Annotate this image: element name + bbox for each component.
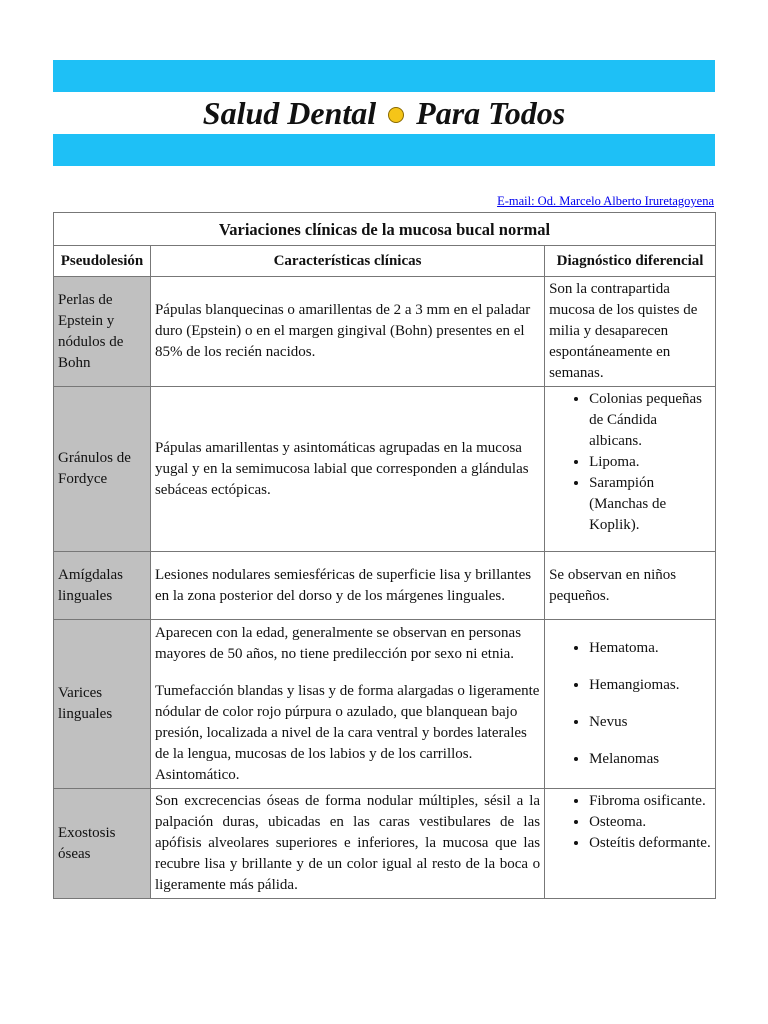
table-row bbox=[54, 620, 716, 789]
header-caracteristicas: Características clínicas bbox=[150, 246, 544, 277]
diagnosis-list bbox=[549, 791, 711, 854]
email-link[interactable]: E-mail: Od. Marcelo Alberto Iruretagoyena bbox=[497, 194, 714, 208]
row-name: Varices linguales bbox=[54, 620, 151, 789]
characteristics-text: Aparecen con la edad, generalmente se observan en personas mayores de 50 años, no tiene predilección por sexo ni etnia. bbox=[154, 624, 522, 662]
row-characteristics bbox=[150, 620, 544, 789]
site-title-part1: Salud Dental bbox=[202, 95, 377, 131]
list-item: • Colonias pequeñas de Cándida albicans. bbox=[589, 389, 711, 452]
list-item: • Sarampión (Manchas de Koplik). bbox=[589, 473, 711, 536]
characteristics-text: Pápulas amarillentas y asintomáticas agrupadas en la mucosa yugal y en la semimucosa labial que corresponden a glándulas sebáceas ectópicas. bbox=[154, 439, 529, 498]
table-row bbox=[54, 789, 716, 899]
table-row bbox=[54, 277, 716, 387]
row-name: Amígdalas linguales bbox=[54, 552, 151, 620]
list-item: • Hematoma. bbox=[589, 638, 711, 659]
row-characteristics bbox=[150, 387, 544, 552]
row-diagnosis: Se observan en niños pequeños. bbox=[545, 552, 716, 620]
characteristics-text: Pápulas blanquecinas o amarillentas de 2 a 3 mm en el paladar duro (Epstein) o en el margen gingival (Bohn) presentes en el 85% de los recién nacidos. bbox=[154, 302, 531, 360]
list-item: • Fibroma osificante. bbox=[589, 791, 711, 812]
row-diagnosis bbox=[545, 789, 716, 899]
row-name: Gránulos de Fordyce bbox=[54, 387, 151, 552]
characteristics-text: Son excrecencias óseas de forma nodular múltiples, sésil a la palpación duras, ubicadas en las caras vestibulares de las apófisis alveolares superiores e inferiores, la mucosa que las recubre lisa y brillante y de un color igual al resto de la boca o ligeramente más pálida. bbox=[154, 793, 541, 893]
header-top-bar bbox=[53, 60, 715, 92]
diagnosis-list bbox=[549, 389, 711, 536]
list-item: • Lipoma. bbox=[589, 452, 711, 473]
row-characteristics bbox=[150, 277, 544, 387]
list-item: • Hemangiomas. bbox=[589, 675, 711, 696]
table-row bbox=[54, 552, 716, 620]
header-diagnostico: Diagnóstico diferencial bbox=[545, 246, 716, 277]
row-diagnosis bbox=[545, 620, 716, 789]
list-item: • Osteoma. bbox=[589, 812, 711, 833]
header-bottom-bar bbox=[53, 134, 715, 166]
list-item: • Osteítis deformante. bbox=[589, 833, 711, 854]
row-diagnosis bbox=[545, 387, 716, 552]
row-name: Exostosis óseas bbox=[54, 789, 151, 899]
characteristics-text: Lesiones nodulares semiesféricas de superficie lisa y brillantes en la zona posterior del dorso y de los márgenes linguales. bbox=[154, 566, 532, 604]
characteristics-text: Tumefacción blandas y lisas y de forma alargadas o ligeramente nódular de color rojo púrpura o azulado, que blanquean bajo presión, localizada a nivel de la cara ventral y bordes laterales de la lengua, mucosas de los labios y de los carrillos. Asintomático. bbox=[154, 682, 540, 783]
header-pseudolesion: Pseudolesión bbox=[54, 246, 151, 277]
table-caption: Variaciones clínicas de la mucosa bucal normal bbox=[54, 213, 716, 246]
row-characteristics bbox=[150, 552, 544, 620]
site-title bbox=[53, 94, 715, 132]
row-diagnosis: Son la contrapartida mucosa de los quistes de milia y desaparecen espontáneamente en semanas. bbox=[545, 277, 716, 387]
smiley-face-icon bbox=[388, 107, 404, 123]
list-item: • Nevus bbox=[589, 712, 711, 733]
mucosa-table bbox=[53, 212, 716, 899]
diagnosis-list bbox=[549, 638, 711, 770]
table-row bbox=[54, 387, 716, 552]
row-name: Perlas de Epstein y nódulos de Bohn bbox=[54, 277, 151, 387]
site-title-part2: Para Todos bbox=[416, 95, 566, 131]
row-characteristics bbox=[150, 789, 544, 899]
list-item: • Melanomas bbox=[589, 749, 711, 770]
